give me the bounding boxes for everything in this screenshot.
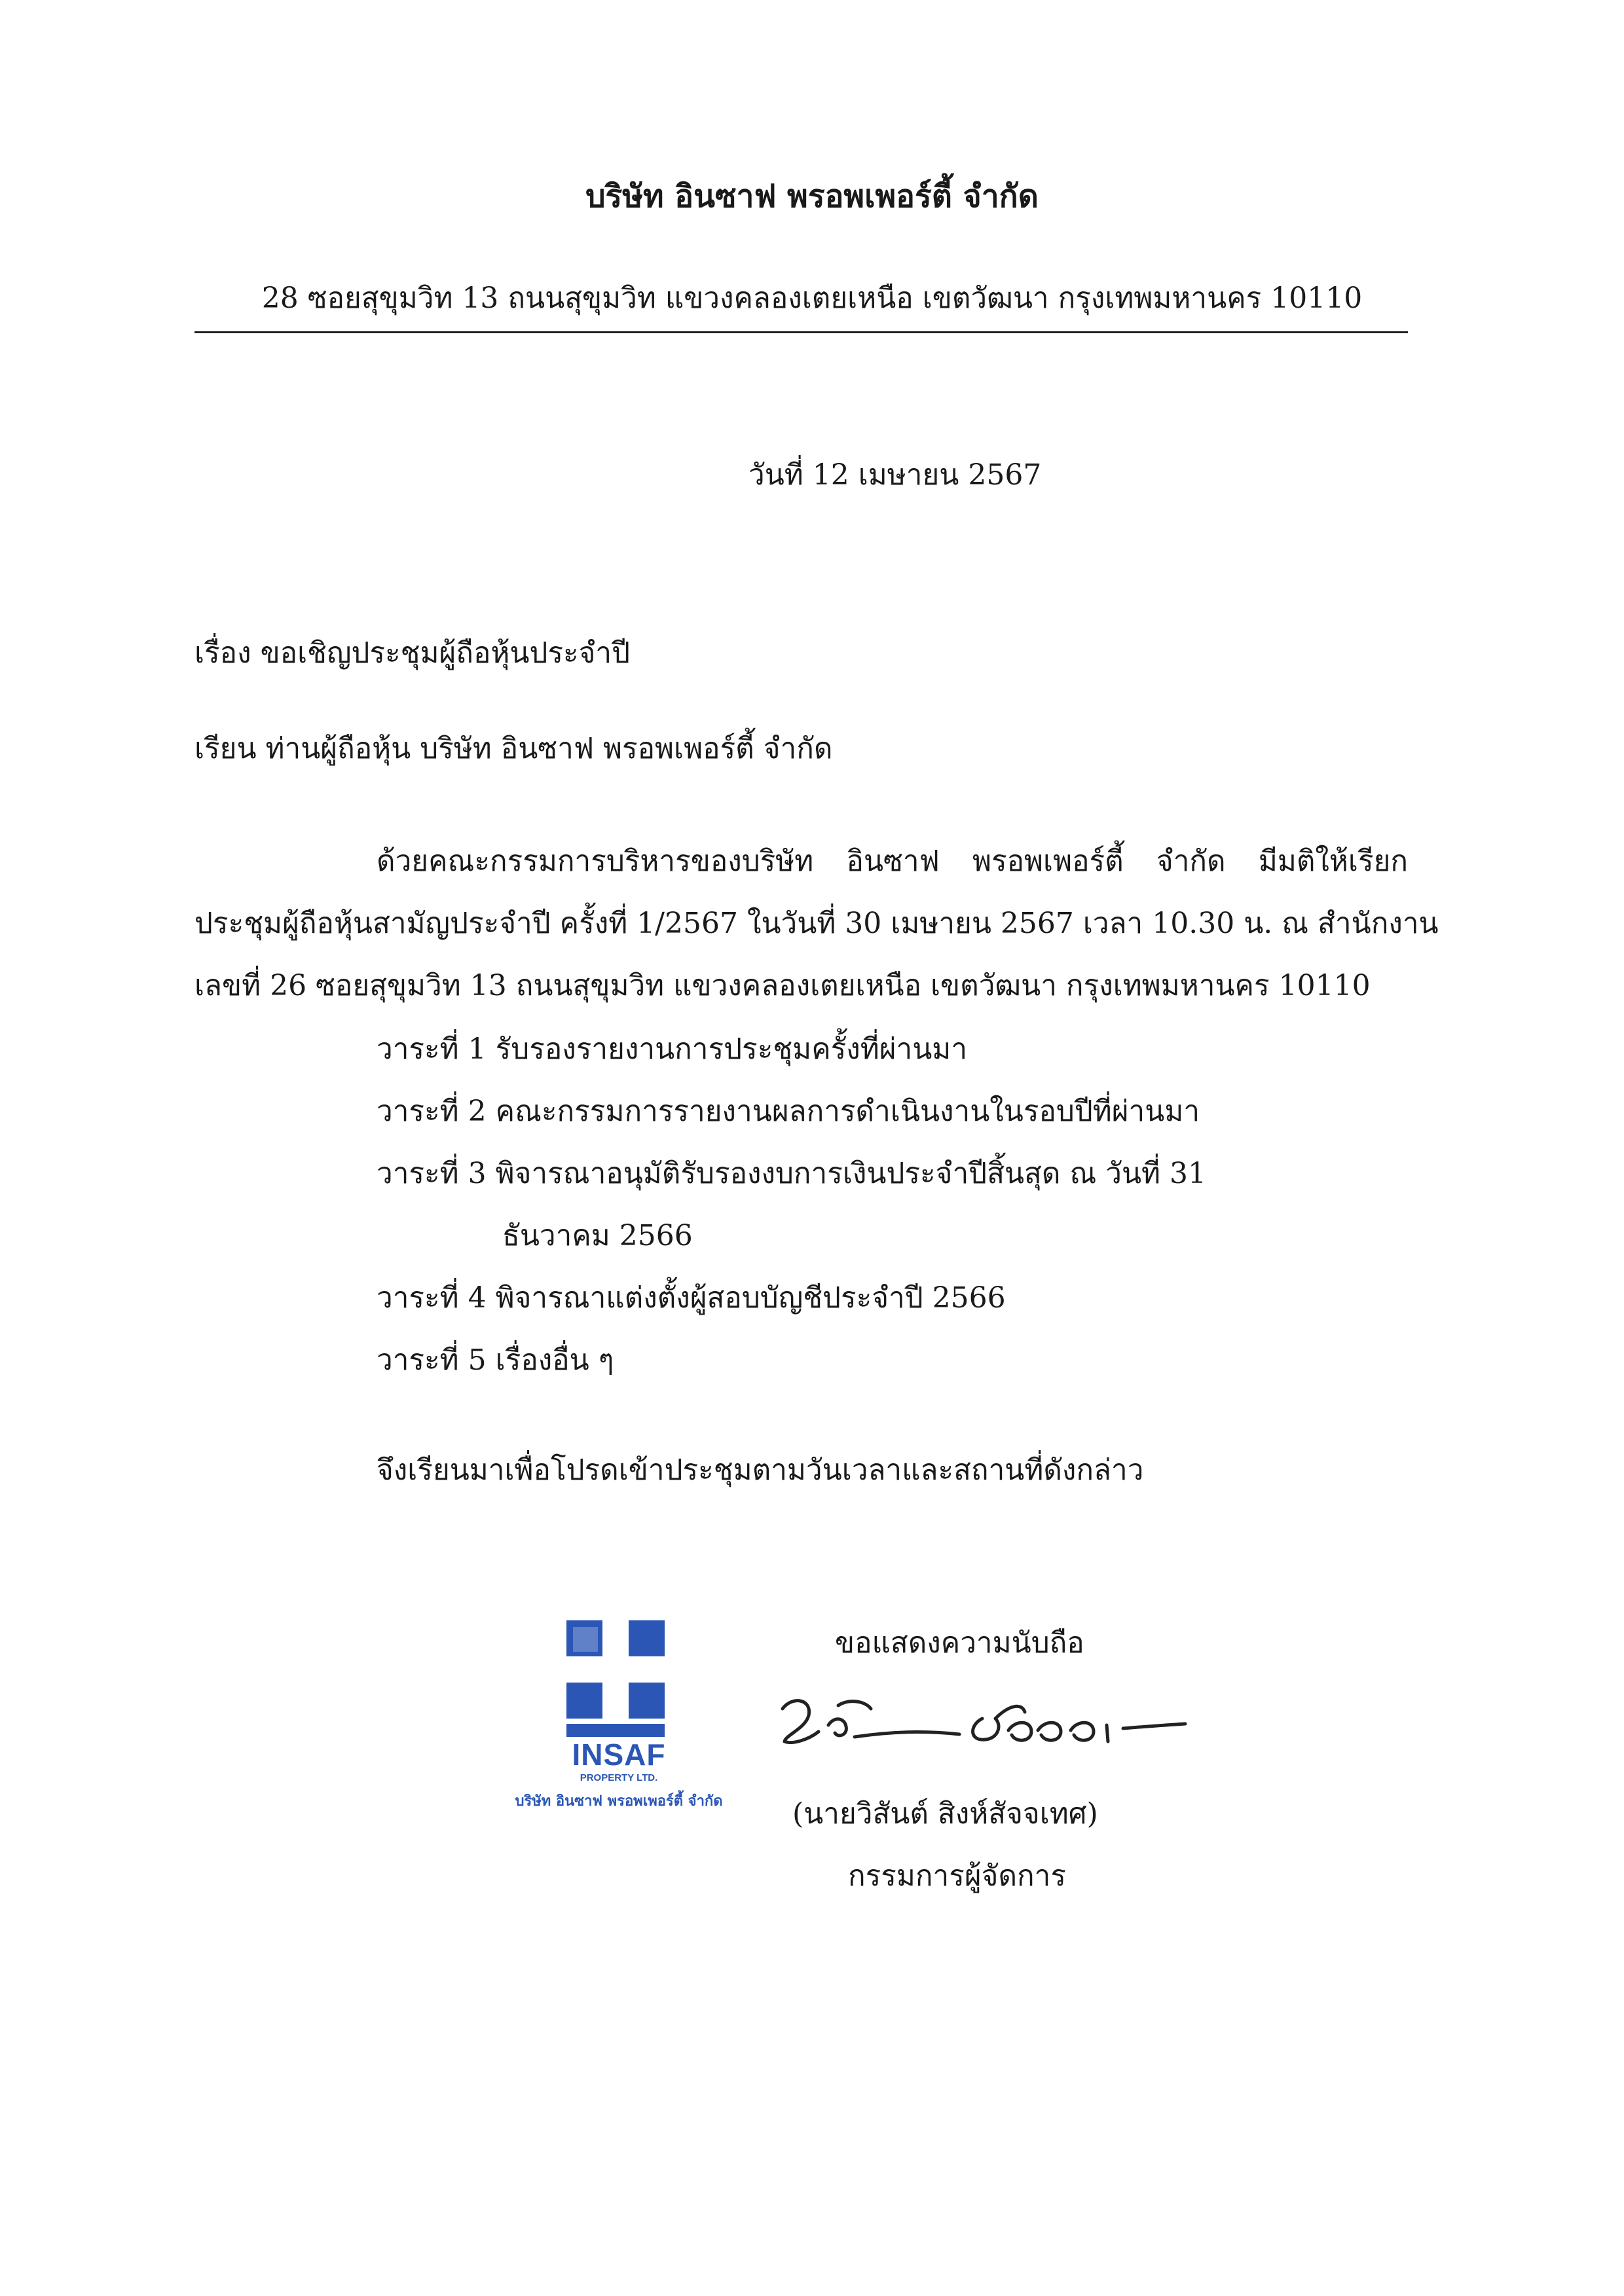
agenda-item: วาระที่ 2 คณะกรรมการรายงานผลการดำเนินงานในรอบปีที่ผ่านมา (377, 1095, 1200, 1128)
logo-thai-name: บริษัท อินซาฟ พรอพเพอร์ตี้ จำกัด (515, 1793, 723, 1810)
agenda-list (377, 1018, 1206, 1391)
closing-respect: ขอแสดงความนับถือ (835, 1626, 1084, 1660)
agenda-item: วาระที่ 4 พิจารณาแต่งตั้งผู้สอบบัญชีประจำปี 2566 (377, 1281, 1006, 1315)
signer-name: (นายวิสันต์ สิงห์สัจจเทศ) (792, 1797, 1098, 1831)
agenda-item: วาระที่ 1 รับรองรายงานการประชุมครั้งที่ผ่านมา (377, 1032, 968, 1066)
logo-name: INSAF (572, 1738, 666, 1772)
letter-salutation: เรียน ท่านผู้ถือหุ้น บริษัท อินซาฟ พรอพเพอร์ตี้ จำกัด (194, 732, 833, 765)
signer-title: กรรมการผู้จัดการ (848, 1859, 1067, 1893)
letter-subject: เรื่อง ขอเชิญประชุมผู้ถือหุ้นประจำปี (194, 636, 631, 670)
company-address: 28 ซอยสุขุมวิท 13 ถนนสุขุมวิท แขวงคลองเตยเหนือ เขตวัฒนา กรุงเทพมหานคร 10110 (261, 282, 1363, 315)
body-line: ประชุมผู้ถือหุ้นสามัญประจำปี ครั้งที่ 1/2567 ในวันที่ 30 เมษายน 2567 เวลา 10.30 น. ณ สำนักงาน (194, 907, 1439, 940)
company-name: บริษัท อินซาฟ พรอพเพอร์ตี้ จำกัด (585, 178, 1039, 215)
handwritten-signature (773, 1679, 1192, 1771)
header-divider (194, 331, 1408, 333)
company-stamp (481, 1620, 756, 1817)
letter-date: วันที่ 12 เมษายน 2567 (748, 458, 1042, 492)
agenda-item: วาระที่ 5 เรื่องอื่น ๆ (377, 1343, 614, 1377)
insaf-logo-icon (566, 1620, 665, 1738)
agenda-item: วาระที่ 3 พิจารณาอนุมัติรับรองงบการเงินประจำปีสิ้นสุด ณ วันที่ 31 (377, 1157, 1207, 1190)
body-line: เลขที่ 26 ซอยสุขุมวิท 13 ถนนสุขุมวิท แขวงคลองเตยเหนือ เขตวัฒนา กรุงเทพมหานคร 10110 (194, 969, 1371, 1002)
body-line: ด้วยคณะกรรมการบริหารของบริษัท อินซาฟ พรอพเพอร์ตี้ จำกัด มีมติให้เรียก (377, 845, 1408, 878)
body-paragraph (194, 830, 1439, 1017)
agenda-item-continuation: ธันวาคม 2566 (502, 1219, 693, 1252)
logo-subtitle: PROPERTY LTD. (580, 1772, 658, 1783)
closing-sentence: จึงเรียนมาเพื่อโปรดเข้าประชุมตามวันเวลาและสถานที่ดังกล่าว (377, 1453, 1144, 1487)
